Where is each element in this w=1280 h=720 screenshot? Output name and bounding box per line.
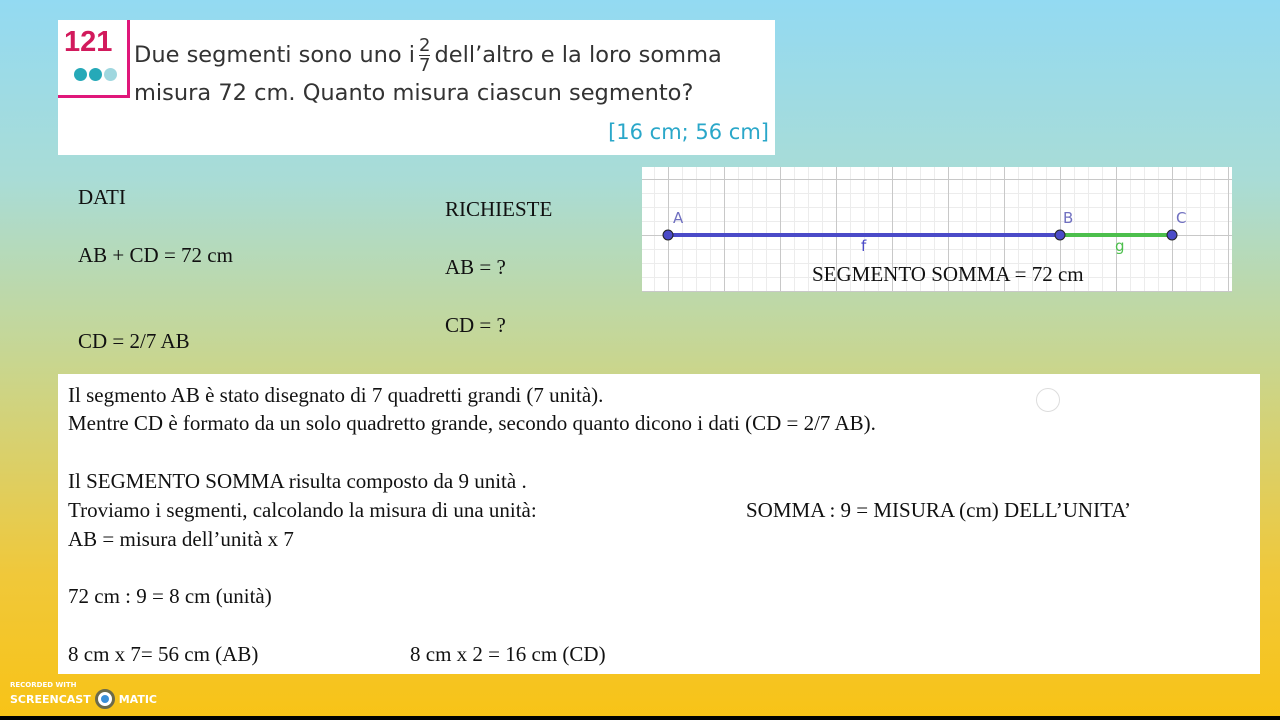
bottom-bar	[0, 716, 1280, 720]
dati-line: AB + CD = 72 cm	[78, 243, 233, 267]
label-b: B	[1063, 209, 1074, 227]
label-f: f	[861, 237, 867, 255]
explanation-line: 8 cm x 2 = 16 cm (CD)	[410, 642, 606, 666]
fraction	[419, 36, 430, 75]
label-g: g	[1115, 237, 1125, 255]
explanation-line: Mentre CD è formato da un solo quadretto grande, secondo quanto dicono i dati (CD = 2/7 AB).	[68, 411, 876, 435]
geometry-canvas	[642, 167, 1232, 292]
fraction-denominator: 7	[419, 55, 431, 76]
explanation-line: AB = misura dell’unità x 7	[68, 527, 294, 551]
dati-heading: DATI	[78, 185, 126, 209]
explanation-line: 8 cm x 7= 56 cm (AB)	[68, 642, 259, 666]
explanation-line: 72 cm : 9 = 8 cm (unità)	[68, 584, 272, 608]
screencast-watermark	[10, 681, 157, 709]
point-b	[1055, 230, 1065, 240]
problem-line2: misura 72 cm. Quanto misura ciascun segmento?	[134, 80, 694, 106]
segment-sum-caption: SEGMENTO SOMMA = 72 cm	[812, 262, 1084, 286]
richieste-line: AB = ?	[445, 255, 506, 279]
watermark-left: SCREENCAST	[10, 692, 91, 706]
problem-line1b: dell’altro e la loro somma	[434, 42, 722, 68]
watermark-small: RECORDED WITH	[10, 681, 77, 689]
difficulty-dots-icon	[74, 68, 117, 81]
explanation-line: Il SEGMENTO SOMMA risulta composto da 9 unità .	[68, 469, 527, 493]
richieste-heading: RICHIESTE	[445, 197, 553, 221]
watermark-right: MATIC	[118, 692, 157, 706]
problem-card	[58, 20, 775, 155]
problem-text	[134, 36, 722, 112]
problem-answer: [16 cm; 56 cm]	[608, 120, 769, 144]
label-a: A	[673, 209, 684, 227]
dati-line: CD = 2/7 AB	[78, 329, 190, 353]
explanation-panel	[58, 374, 1260, 674]
point-a	[663, 230, 673, 240]
problem-number: 121	[64, 26, 113, 58]
point-c	[1167, 230, 1177, 240]
explanation-line: Troviamo i segmenti, calcolando la misura di una unità:	[68, 498, 537, 522]
problem-line1a: Due segmenti sono uno i	[134, 42, 416, 68]
mouse-cursor-icon	[1036, 388, 1060, 412]
screencast-logo-icon	[95, 689, 115, 709]
fraction-numerator: 2	[419, 35, 431, 56]
richieste-line: CD = ?	[445, 313, 506, 337]
label-c: C	[1176, 209, 1187, 227]
problem-number-badge	[58, 20, 130, 98]
explanation-line: Il segmento AB è stato disegnato di 7 quadretti grandi (7 unità).	[68, 383, 604, 407]
explanation-formula: SOMMA : 9 = MISURA (cm) DELL’UNITA’	[746, 498, 1132, 522]
